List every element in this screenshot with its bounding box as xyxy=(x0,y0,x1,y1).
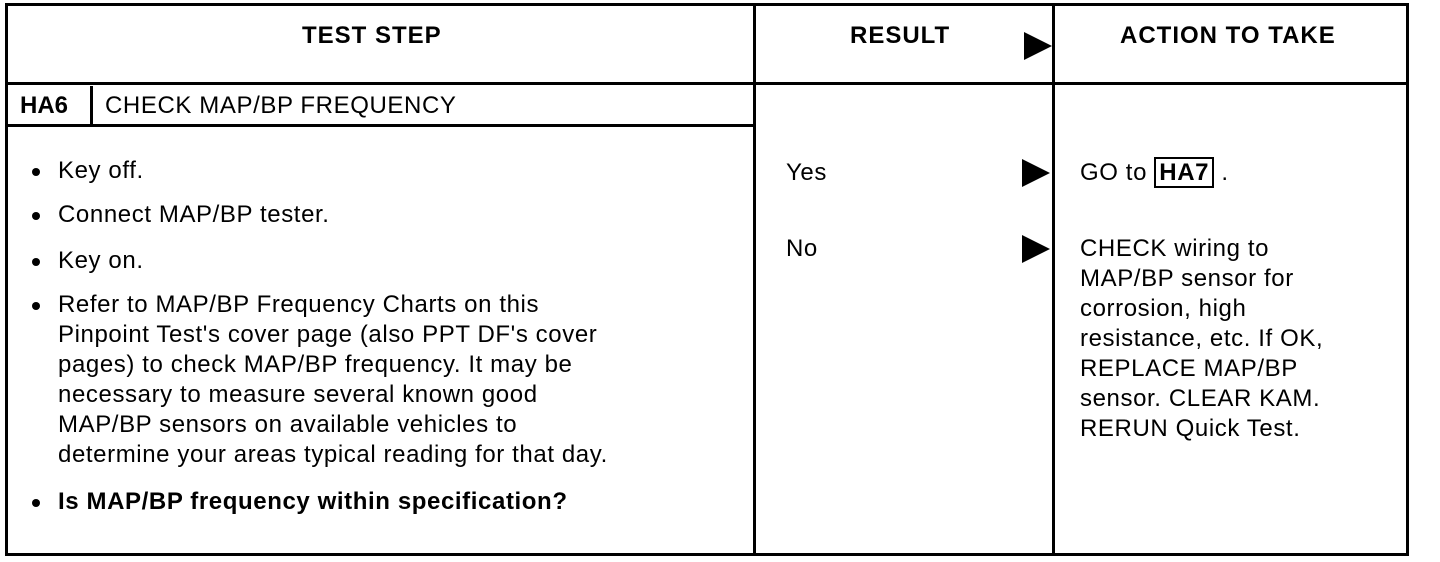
step-id: HA6 xyxy=(20,92,69,119)
result-yes-arrow-icon xyxy=(1022,159,1050,187)
action-no: CHECK wiring to MAP/BP sensor for corrosion, high resistance, etc. If OK, REPLACE MAP/BP sensor. CLEAR KAM. RERUN Quick Test. xyxy=(1080,235,1324,442)
header-arrow-icon xyxy=(1024,32,1052,60)
step-title-divider xyxy=(5,124,755,127)
bullet-icon xyxy=(32,212,40,220)
header-divider xyxy=(5,82,1409,85)
bullet-icon xyxy=(32,302,40,310)
bullet-key-off: Key off. xyxy=(58,157,144,184)
header-result: RESULT xyxy=(850,22,951,49)
step-title: CHECK MAP/BP FREQUENCY xyxy=(105,92,457,119)
bullet-key-on: Key on. xyxy=(58,247,144,274)
result-yes: Yes xyxy=(786,159,827,186)
action-yes-prefix: GO to xyxy=(1080,159,1155,186)
bullet-icon xyxy=(32,258,40,266)
bullet-refer-charts: Refer to MAP/BP Frequency Charts on this Pinpoint Test's cover page (also PPT DF's cover pages) to check MAP/BP frequency. It may be necessary to measure several known good MAP/BP sensors on available vehicles to determine your areas typical reading for that day. xyxy=(58,291,608,468)
bullet-question: Is MAP/BP frequency within specification? xyxy=(58,488,568,515)
bullet-icon xyxy=(32,168,40,176)
bullet-connect-tester: Connect MAP/BP tester. xyxy=(58,201,330,228)
header-test-step: TEST STEP xyxy=(302,22,442,49)
step-id-separator xyxy=(90,86,93,126)
column-divider-1 xyxy=(753,3,756,556)
bullet-icon xyxy=(32,499,40,507)
column-divider-2 xyxy=(1052,3,1055,556)
header-action: ACTION TO TAKE xyxy=(1120,22,1336,49)
step-ref-ha7[interactable]: HA7 xyxy=(1154,157,1214,188)
action-yes xyxy=(1080,158,1229,188)
result-no-arrow-icon xyxy=(1022,235,1050,263)
action-yes-suffix: . xyxy=(1214,159,1229,186)
result-no: No xyxy=(786,235,818,262)
